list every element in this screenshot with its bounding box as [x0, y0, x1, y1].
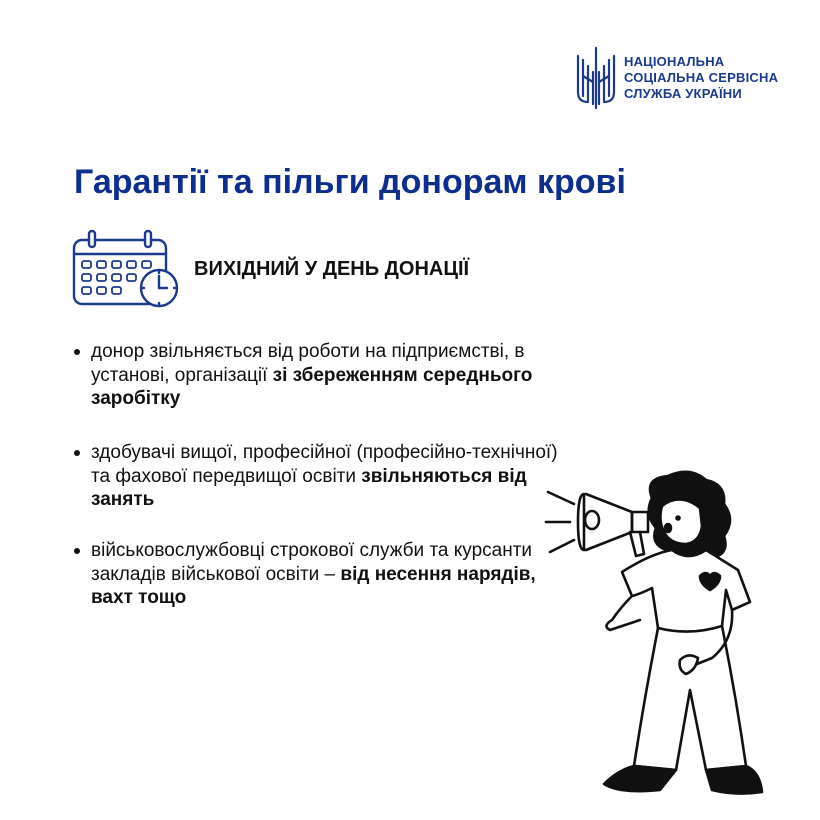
- bullet-dot: [74, 450, 80, 456]
- bullet-bold-text: звільняються від занять: [91, 465, 527, 510]
- section-heading: ВИХІДНИЙ У ДЕНЬ ДОНАЦІЇ: [194, 258, 470, 280]
- bullet-text: військовослужбовці строкової служби та курсанти закладів військової освіти –: [91, 540, 533, 585]
- bullet-bold-text: зі збереженням середнього заробітку: [91, 364, 533, 409]
- logo-line-1: НАЦІОНАЛЬНА: [624, 54, 725, 69]
- nsss-logo: [574, 46, 778, 110]
- list-item: [74, 539, 574, 610]
- bullet-text: здобувачі вищої, професійної (професійно-технічної) та фахової передвищої освіти: [91, 442, 558, 487]
- logo-trident-icon: [574, 46, 618, 110]
- calendar-clock-icon: [72, 228, 182, 310]
- logo-text: [624, 54, 778, 102]
- bullet-text: донор звільняється від роботи на підприємстві, в установі, організації: [91, 341, 525, 386]
- logo-line-2: СОЦІАЛЬНА СЕРВІСНА: [624, 70, 779, 85]
- bullet-dot: [74, 349, 80, 355]
- bullet-bold-text: від несення нарядів, вахт тощо: [91, 563, 536, 608]
- woman-with-megaphone-illustration: [540, 470, 770, 800]
- bullet-dot: [74, 548, 80, 554]
- page-title: Гарантії та пільги донорам крові: [74, 163, 626, 201]
- logo-line-3: СЛУЖБА УКРАЇНИ: [624, 86, 742, 101]
- list-item: [74, 340, 574, 411]
- list-item: [74, 441, 574, 512]
